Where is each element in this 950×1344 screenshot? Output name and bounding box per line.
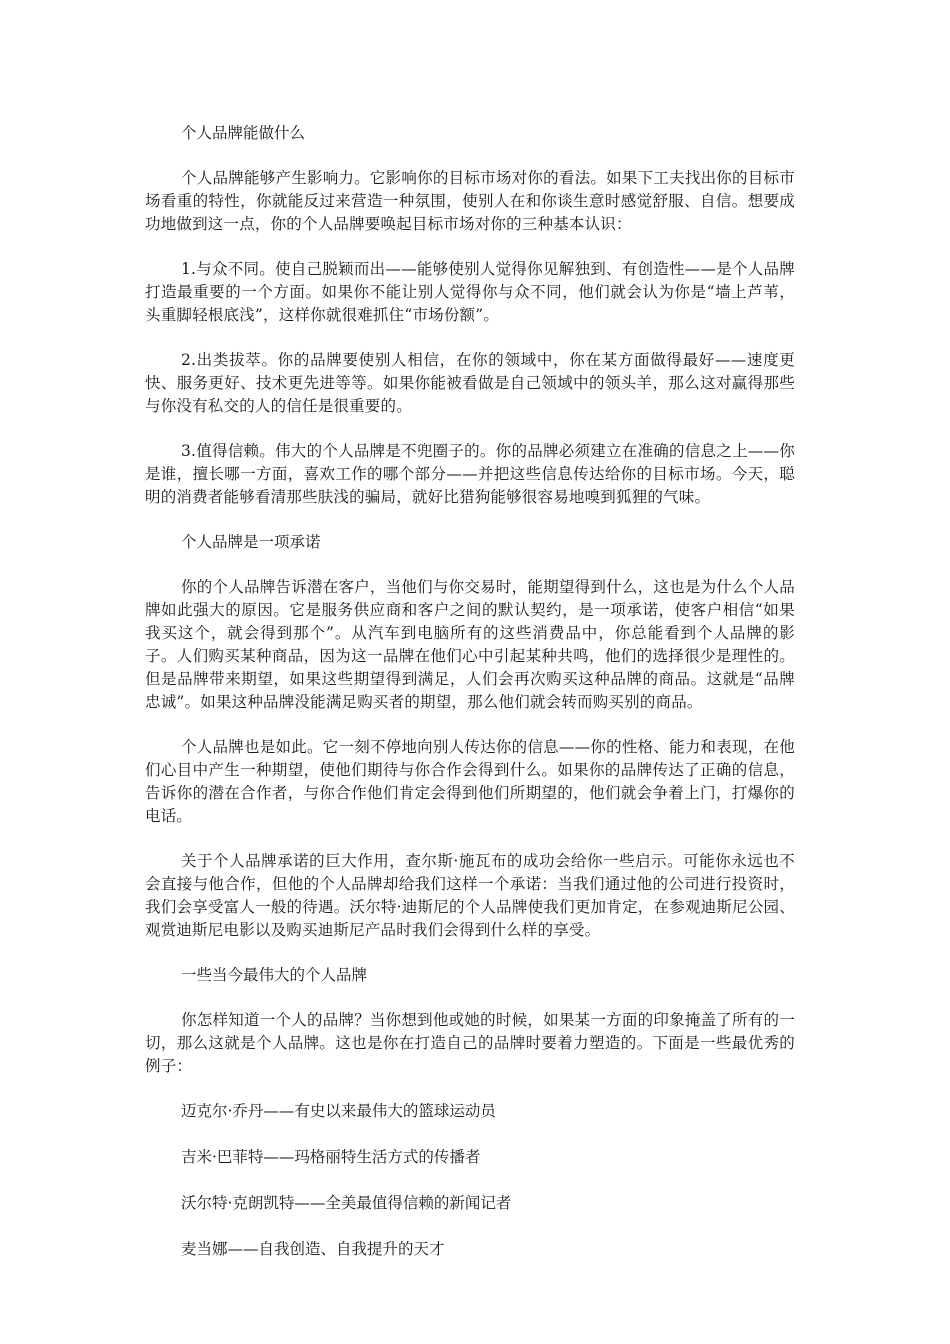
list-item: 沃尔特·克朗凯特——全美最值得信赖的新闻记者 <box>181 1194 512 1212</box>
paragraph: 个人品牌也是如此。它一刻不停地向别人传达你的信息——你的性格、能力和表现，在他们心目中产生一种期望，使他们期待与你合作会得到什么。如果你的品牌传达了正确的信息，告诉你的潜在合作者，与你合作他们肯定会得到他们所期望的，他们就会争着上门，打爆你的电话。 <box>145 738 795 825</box>
paragraph: 2.出类拔萃。你的品牌要使别人相信，在你的领域中，你在某方面做得最好——速度更快、服务更好、技术更先进等等。如果你能被看做是自己领域中的领头羊，那么这对赢得那些与你没有私交的人的信任是很重要的。 <box>145 351 795 415</box>
paragraph: 你怎样知道一个人的品牌？当你想到他或她的时候，如果某一方面的印象掩盖了所有的一切，那么这就是个人品牌。这也是你在打造自己的品牌时要着力塑造的。下面是一些最优秀的例子： <box>145 1011 795 1075</box>
section-heading: 一些当今最伟大的个人品牌 <box>181 966 368 984</box>
list-item: 麦当娜——自我创造、自我提升的天才 <box>181 1240 445 1258</box>
document-body <box>145 122 795 1284</box>
list-item: 迈克尔·乔丹——有史以来最伟大的篮球运动员 <box>181 1102 496 1120</box>
paragraph: 3.值得信赖。伟大的个人品牌是不兜圈子的。你的品牌必须建立在准确的信息之上——你是谁，擅长哪一方面，喜欢工作的哪个部分——并把这些信息传达给你的目标市场。今天，聪明的消费者能够看清那些肤浅的骗局，就好比猎狗能够很容易地嗅到狐狸的气味。 <box>145 442 795 506</box>
section-heading: 个人品牌能做什么 <box>181 124 306 142</box>
list-item: 吉米·巴菲特——玛格丽特生活方式的传播者 <box>181 1148 481 1166</box>
paragraph: 1.与众不同。使自己脱颖而出——能够使别人觉得你见解独到、有创造性——是个人品牌打造最重要的一个方面。如果你不能让别人觉得你与众不同，他们就会认为你是“墙上芦苇，头重脚轻根底浅”，这样你就很难抓住“市场份额”。 <box>145 260 795 324</box>
section-heading: 个人品牌是一项承诺 <box>181 533 321 551</box>
paragraph: 关于个人品牌承诺的巨大作用，查尔斯·施瓦布的成功会给你一些启示。可能你永远也不会直接与他合作，但他的个人品牌却给我们这样一个承诺：当我们通过他的公司进行投资时，我们会享受富人一般的待遇。沃尔特·迪斯尼的个人品牌使我们更加肯定，在参观迪斯尼公园、观赏迪斯尼电影以及购买迪斯尼产品时我们会得到什么样的享受。 <box>145 852 795 939</box>
paragraph: 个人品牌能够产生影响力。它影响你的目标市场对你的看法。如果下工夫找出你的目标市场看重的特性，你就能反过来营造一种氛围，使别人在和你谈生意时感觉舒服、自信。想要成功地做到这一点，你的个人品牌要唤起目标市场对你的三种基本认识： <box>145 169 795 233</box>
paragraph: 你的个人品牌告诉潜在客户，当他们与你交易时，能期望得到什么，这也是为什么个人品牌如此强大的原因。它是服务供应商和客户之间的默认契约，是一项承诺，使客户相信“如果我买这个，就会得到那个”。从汽车到电脑所有的这些消费品中，你总能看到个人品牌的影子。人们购买某种商品，因为这一品牌在他们心中引起某种共鸣，他们的选择很少是理性的。但是品牌带来期望，如果这些期望得到满足，人们会再次购买这种品牌的商品。这就是“品牌忠诚”。如果这种品牌没能满足购买者的期望，那么他们就会转而购买别的商品。 <box>145 578 795 711</box>
